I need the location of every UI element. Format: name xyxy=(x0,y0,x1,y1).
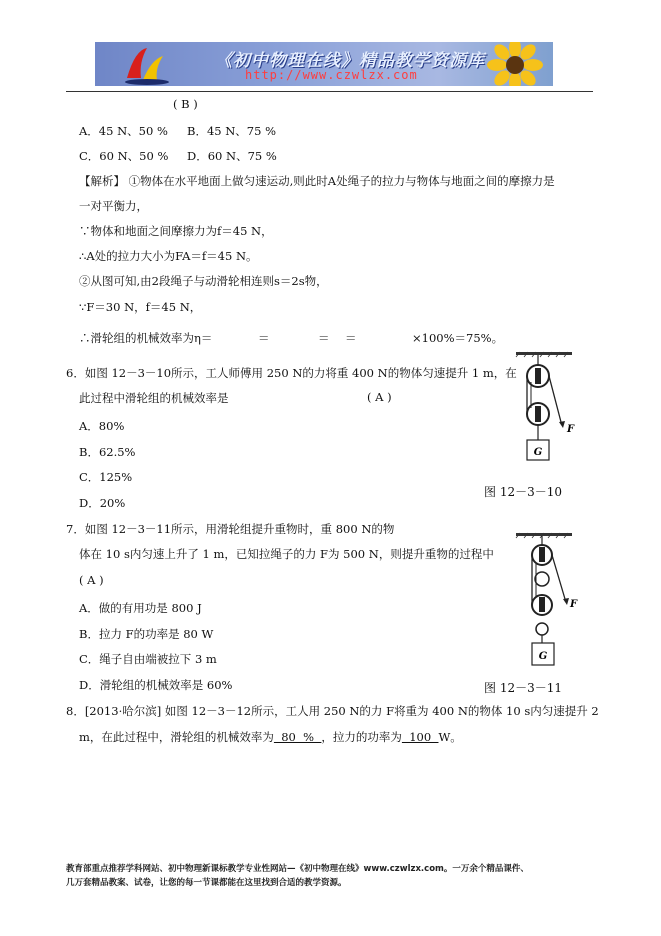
q6-stem-line-1: 6．如图 12－3－10所示，工人师傅用 250 N的力将重 400 N的物体匀速提升 1 m，在 xyxy=(66,366,517,380)
q6-answer: ( A ) xyxy=(367,390,392,404)
banner-url[interactable]: http://www.czwlzx.com xyxy=(245,68,418,82)
force-label: F xyxy=(567,424,575,435)
q8-blank-power: 100 xyxy=(401,730,439,744)
prev-answer: ( B ) xyxy=(173,97,198,111)
q8-text-unit: W。 xyxy=(438,730,462,744)
analysis-line-5: ②从图可知,由2段绳子与动滑轮相连则s＝2s物， xyxy=(79,274,328,288)
q8-line-2 xyxy=(79,729,462,745)
prev-option-c: C．60 N、50 % xyxy=(79,149,169,163)
q6-option-a: A．80% xyxy=(79,419,125,433)
figure-caption-12-3-10: 图 12－3－10 xyxy=(484,485,562,499)
force-label: F xyxy=(570,599,578,610)
q8-line-1: 8．[2013·哈尔滨] 如图 12－3－12所示，工人用 250 N的力 F将重为 400 N的物体 10 s内匀速提升 2 xyxy=(66,704,599,718)
q6-option-b: B．62.5% xyxy=(79,445,136,459)
q8-text-power: ，拉力的功率为 xyxy=(321,730,402,744)
analysis-line-7 xyxy=(79,330,212,346)
q7-answer: ( A ) xyxy=(79,573,104,587)
efficiency-result: ×100%＝75%。 xyxy=(412,331,504,345)
footer-line-1: 教育部重点推荐学科网站、初中物理新课标教学专业性网站—《初中物理在线》www.czwlzx.com。一万余个精品课件、 xyxy=(66,864,529,874)
equals-2: ＝ xyxy=(318,331,330,345)
prev-option-a: A．45 N、50 % xyxy=(79,124,168,138)
pulley-diagram-12-3-11 xyxy=(512,533,592,673)
sunflower-icon xyxy=(475,42,553,86)
q6-option-c: C．125% xyxy=(79,470,133,484)
q7-stem-line-2: 体在 10 s内匀速上升了 1 m，已知拉绳子的力 F为 500 N，则提升重物的过程中 xyxy=(79,547,494,561)
analysis-line-1: 【解析】 ①物体在水平地面上做匀速运动,则此时A处绳子的拉力与物体与地面之间的摩擦力是 xyxy=(79,174,555,188)
analysis-line-3: ∵物体和地面之间摩擦力为f＝45 N， xyxy=(79,224,273,238)
banner-title: 《初中物理在线》精品教学资源库 xyxy=(215,51,485,71)
q8-text-efficiency: m，在此过程中，滑轮组的机械效率为 xyxy=(79,730,274,744)
equals-3: ＝ xyxy=(345,331,357,345)
q6-option-d: D．20% xyxy=(79,496,126,510)
site-logo xyxy=(117,42,177,86)
weight-label: G xyxy=(538,651,548,662)
header-banner xyxy=(95,42,553,86)
weight-label: G xyxy=(533,447,543,458)
prev-option-b: B．45 N、75 % xyxy=(187,124,277,138)
equals-1: ＝ xyxy=(258,331,270,345)
analysis-line-6: ∵F＝30 N，f＝45 N， xyxy=(79,300,202,314)
prev-option-d: D．60 N、75 % xyxy=(187,149,277,163)
q7-option-a: A．做的有用功是 800 J xyxy=(79,601,202,615)
q7-option-c: C．绳子自由端被拉下 3 m xyxy=(79,652,217,666)
analysis-line-2: 一对平衡力， xyxy=(79,199,148,213)
figure-caption-12-3-11: 图 12－3－11 xyxy=(484,681,562,695)
q8-blank-efficiency: 80 % xyxy=(273,730,322,744)
analysis-line-4: ∴A处的拉力大小为FA＝f＝45 N。 xyxy=(79,249,258,263)
efficiency-lead: ∴滑轮组的机械效率为η＝ xyxy=(79,331,213,345)
q7-option-d: D．滑轮组的机械效率是 60% xyxy=(79,678,233,692)
q6-stem-line-2: 此过程中滑轮组的机械效率是 xyxy=(79,391,229,405)
q7-option-b: B．拉力 F的功率是 80 W xyxy=(79,627,214,641)
q7-stem-line-1: 7．如图 12－3－11所示，用滑轮组提升重物时，重 800 N的物 xyxy=(66,522,395,536)
pulley-diagram-12-3-10 xyxy=(510,352,590,482)
footer-line-2: 几万套精品教案、试卷，让您的每一节课都能在这里找到合适的教学资源。 xyxy=(66,878,347,888)
header-rule xyxy=(66,91,593,92)
